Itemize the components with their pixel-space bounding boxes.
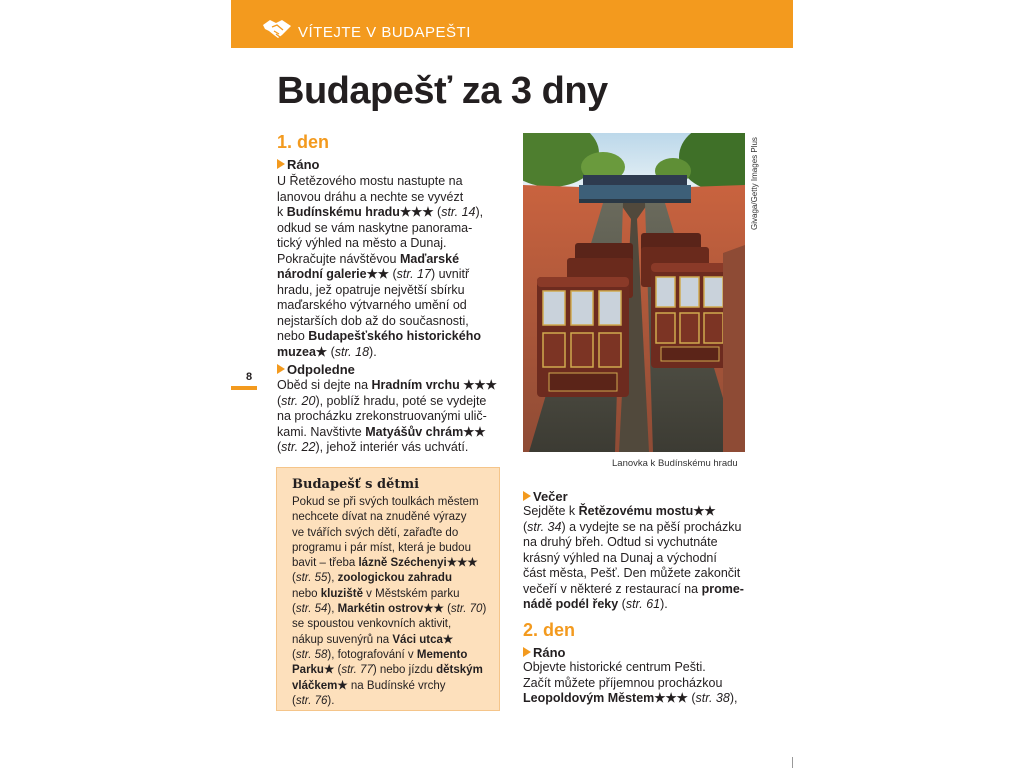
arrow-icon — [523, 491, 531, 501]
day1-morning-label: Ráno — [287, 157, 320, 172]
day1-evening-label: Večer — [533, 489, 568, 504]
arrow-icon — [277, 364, 285, 374]
day1-evening-text: Sejděte k Řetězovému mostu★★ (str. 34) a vydejte se na pěší procházku na druhý břeh. Odtud si vychutnáte krásný výhled na Dunaj a východní část města, Pešť. Den můžete zakončit večeří v některé z restaurací na prome- nádě podél řeky (str. 61). — [523, 504, 744, 611]
day2-heading: 2. den — [523, 620, 576, 640]
kids-sidebar-box — [276, 467, 500, 711]
day1-heading: 1. den — [277, 132, 330, 152]
funicular-illustration — [523, 133, 745, 452]
day1-morning-heading — [277, 157, 320, 172]
day1-afternoon-heading — [277, 362, 355, 377]
day1-afternoon-text: Oběd si dejte na Hradním vrchu ★★★ (str. 20), poblíž hradu, poté se vydejte na procházku zrekonstruovanými ulič- kami. Navštivte Matyášův chrám★★ (str. 22), jehož interiér vás uchvátí. — [277, 378, 497, 454]
page-title: Budapešť za 3 dny — [277, 70, 608, 112]
photo-credit: Givaga/Getty Images Plus — [750, 137, 759, 230]
funicular-photo — [523, 133, 745, 452]
page-marker — [231, 386, 257, 390]
day2-morning-label: Ráno — [533, 645, 566, 660]
photo-caption: Lanovka k Budínskému hradu — [612, 458, 738, 469]
handshake-icon — [261, 17, 293, 41]
arrow-icon — [277, 159, 285, 169]
day2-morning-heading — [523, 645, 566, 660]
kids-box-text: Pokud se při svých toulkách městem nechcete dívat na znuděné výrazy ve tvářích svých dětí, zařaďte do programu i pár míst, která je budou bavit – třeba lázně Széchenyi★★★ (str. 55), zoologickou zahradu nebo kluziště v Městském parku (str. 54), Markétin ostrov★★ (str. 70) se spoustou venkovních aktivit, nákup suvenýrů na Váci utca★ (str. 58), fotografování v Memento Parku★ (str. 77) nebo jízdu dětským vláčkem★ na Budínské vrchy (str. 76). — [292, 496, 487, 707]
day2-morning-text: Objevte historické centrum Pešti. Začít můžete příjemnou procházkou Leopoldovým Městem★★★ (str. 38), — [523, 660, 738, 705]
arrow-icon — [523, 647, 531, 657]
day1-afternoon-label: Odpoledne — [287, 362, 355, 377]
day1-evening-heading — [523, 489, 568, 504]
section-title: VÍTEJTE V BUDAPEŠTI — [298, 24, 471, 41]
footer-divider — [792, 757, 793, 768]
page-number: 8 — [246, 371, 253, 383]
kids-box-title: Budapešť s dětmi — [292, 477, 420, 492]
section-header — [231, 0, 793, 48]
day1-morning-text: U Řetězového mostu nastupte na lanovou dráhu a nechte se vyvézt k Budínskému hradu★★★ (str. 14), odkud se vám naskytne panorama- tický výhled na město a Dunaj. Pokračujte návštěvou Maďarské národní galerie★★ (str. 17) uvnitř hradu, jež opatruje největší sbírku maďarského výtvarného umění od nejstarších dob až do současnosti, nebo Budapešťského historického muzea★ (str. 18). — [277, 174, 484, 359]
